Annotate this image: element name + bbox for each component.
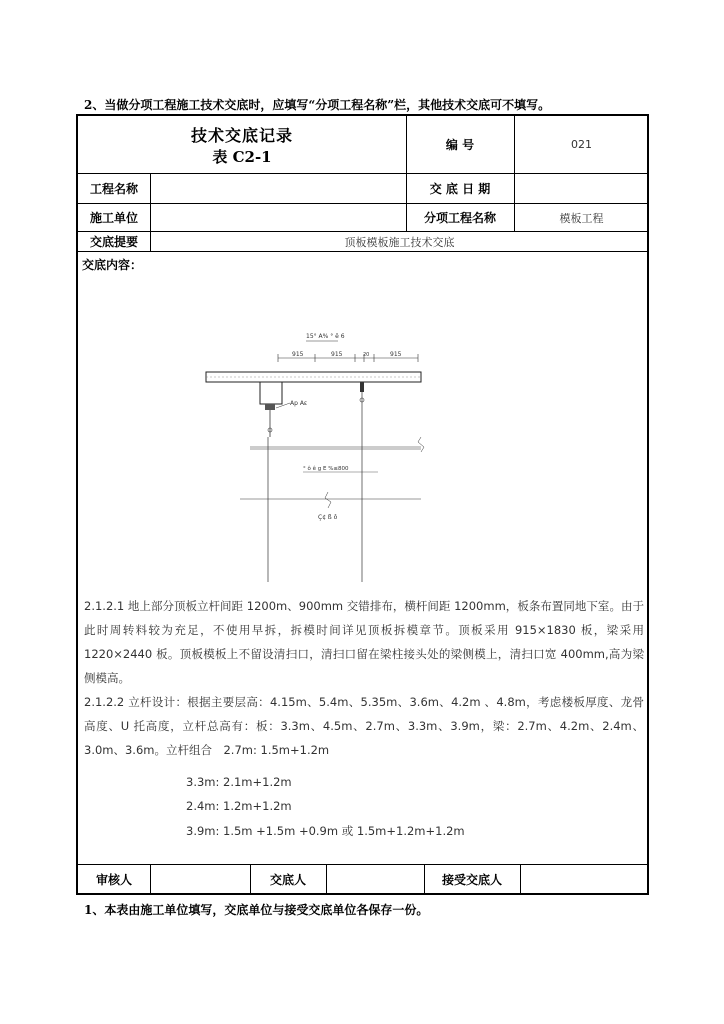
form-code: 表 C2-1 — [212, 147, 272, 166]
receiver-field[interactable] — [520, 865, 649, 893]
formwork-section-drawing — [78, 252, 649, 582]
combo-2: 2.4m: 1.2m+1.2m — [186, 799, 292, 813]
project-name-field[interactable] — [150, 174, 406, 203]
project-name-label: 工程名称 — [89, 182, 138, 196]
summary-label: 交底提要 — [89, 235, 138, 249]
para-1: 2.1.2.1 地上部分顶板立杆间距 1200m、900mm 交错排布，横杆间距 1200mm，板条布置同地下室。由于此时周转料较为充足，不使用早拆，拆模时间详见顶板拆模章节。顶板采用 915×1830 板，梁采用 1220×2440 板。顶板模板上不留设清扫口，清扫口留在梁柱接头处的梁侧模上，清扫口宽 400mm,高为梁侧模高。 — [84, 599, 644, 685]
bottom-note: 1、本表由施工单位填写，交底单位与接受交底单位各保存一份。 — [84, 903, 429, 917]
dim-2: 915 — [331, 351, 343, 358]
project-name-row — [78, 174, 647, 204]
combo-3: 3.9m: 1.5m +1.5m +0.9m 或 1.5m+1.2m+1.2m — [186, 824, 465, 838]
content-label: 交底内容： — [82, 258, 143, 272]
number-value[interactable]: 021 — [571, 138, 592, 151]
summary-value[interactable]: 顶板模板施工技术交底 — [344, 235, 455, 249]
contractor-label: 施工单位 — [89, 211, 138, 225]
dim-3: 20 — [363, 352, 370, 358]
disclosure-form — [76, 114, 649, 895]
title-cell — [78, 116, 406, 173]
drawing-top-label: 15° A% ° ê 6 — [306, 333, 345, 340]
number-label: 编 号 — [445, 138, 475, 152]
mid-label: ° ô ê g E %≤800 — [303, 466, 349, 472]
discloser-label: 交底人 — [269, 872, 306, 887]
dim-4: 915 — [390, 351, 402, 358]
reviewer-field[interactable] — [150, 865, 250, 893]
content-area — [78, 252, 647, 865]
date-field[interactable] — [514, 174, 649, 203]
header-row — [78, 116, 647, 174]
form-title: 技术交底记录 — [190, 125, 293, 145]
discloser-field[interactable] — [326, 865, 424, 893]
signature-row — [78, 865, 647, 893]
para-2: 2.1.2.2 立杆设计：根据主要层高：4.15m、5.4m、5.35m、3.6m、4.2m 、4.8m，考虑楼板厚度、龙骨高度、U 托高度，立杆总高有：板：3.3m、4.5m、2.7m、3.3m、3.9m，梁：2.7m、4.2m、2.4m、3.0m、3.6m。立杆组合 2.7m: 1.5m+1.2m — [84, 695, 644, 757]
receiver-label: 接受交底人 — [441, 872, 502, 887]
summary-row — [78, 232, 647, 252]
beam-label: Ap Aε — [290, 400, 308, 407]
bottom-label: Ç¢ ß ô — [318, 514, 338, 521]
top-note: 2、当做分项工程施工技术交底时，应填写“分项工程名称”栏，其他技术交底可不填写。 — [84, 98, 551, 112]
date-label: 交 底 日 期 — [429, 182, 491, 196]
subproject-label: 分项工程名称 — [423, 211, 496, 225]
contractor-field[interactable] — [150, 204, 406, 231]
combo-1: 3.3m: 2.1m+1.2m — [186, 775, 292, 789]
dim-1: 915 — [292, 351, 304, 358]
contractor-row — [78, 204, 647, 232]
reviewer-label: 审核人 — [95, 872, 132, 887]
subproject-value[interactable]: 模板工程 — [559, 211, 604, 225]
